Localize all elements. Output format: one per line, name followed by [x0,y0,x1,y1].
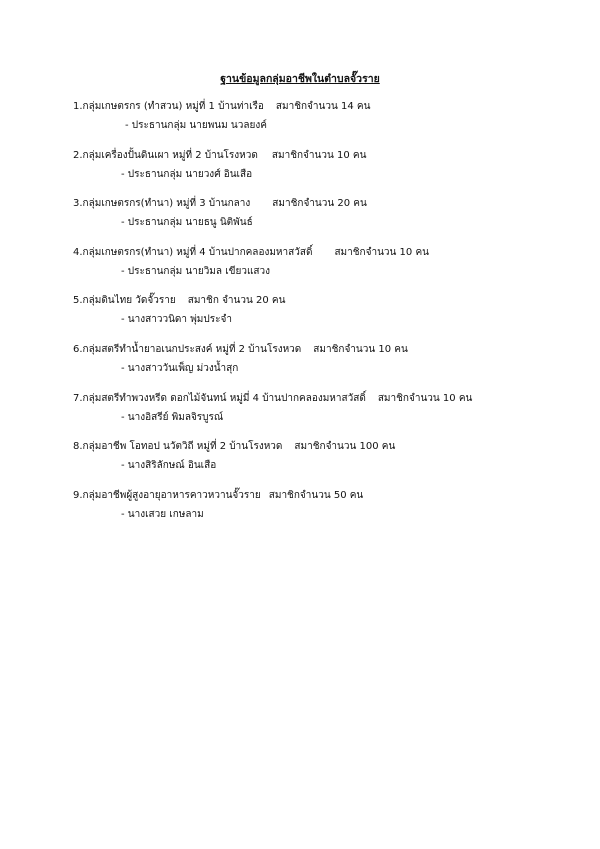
group-list [73,99,573,536]
group-leader: - นางสิริลักษณ์ อินเสือ [121,460,217,472]
document-title: ฐานข้อมูลกลุ่มอาชีพในตำบลจั๊วราย [220,73,380,85]
group-leader: - ประธานกลุ่ม นายวงศ์ อินเสือ [121,168,253,180]
member-count: สมาชิกจำนวน 50 คน [268,489,364,501]
group-name: 4.กลุ่มเกษตรกร(ทำนา) หมู่ที่ 4 บ้านปากคลองมหาสวัสดิ์ [73,246,313,258]
group-line [73,196,573,212]
group-line [73,148,573,164]
group-line [73,293,573,309]
group-entry-4 [73,245,573,294]
group-entry-5 [73,293,573,342]
group-entry-1 [73,99,573,148]
member-count: สมาชิกจำนวน 100 คน [294,441,396,453]
group-name: 1.กลุ่มเกษตรกร (ทำสวน) หมู่ที่ 1 บ้านท่าเรือ [73,101,264,112]
group-entry-7 [73,391,573,440]
group-entry-2 [73,148,573,197]
group-name: 2.กลุ่มเครื่องปั้นดินเผา หมู่ที่ 2 บ้านโรงหวด [73,149,258,161]
group-leader: - นางอิสรีย์ พิมลจิรบูรณ์ [121,411,224,423]
group-name: 7.กลุ่มสตรีทำพวงหรีด ดอกไม้จันทน์ หมู่มี่ 4 บ้านปากคลองมหาสวัสดิ์ [73,392,366,404]
group-name: 6.กลุ่มสตรีทำน้ำยาอเนกประสงค์ หมู่ที่ 2 บ้านโรงหวด [73,343,302,355]
group-leader: - นางสาววันเพ็ญ ม่วงน้ำสุก [121,362,239,374]
member-count: สมาชิกจำนวน 10 คน [334,246,429,258]
group-name: 9.กลุ่มอาชีพผู้สูงอายุอาหารคาวหวานจั๊วราย [73,489,261,501]
group-name: 8.กลุ่มอาชีพ โอทอป นวัตวิถี หมู่ที่ 2 บ้านโรงหวด [73,441,283,453]
group-name: 5.กลุ่มดินไทย วัดจั๊วราย [73,295,176,307]
group-line [73,488,573,504]
group-leader: - ประธานกลุ่ม นายพนม นวลยงค์ [125,120,267,131]
group-entry-9 [73,488,573,537]
member-count: สมาชิกจำนวน 14 คน [275,101,371,112]
member-count: สมาชิกจำนวน 10 คน [377,392,473,404]
member-count: สมาชิก จำนวน 20 คน [187,295,286,307]
group-entry-3 [73,196,573,245]
group-entry-8 [73,439,573,488]
group-name: 3.กลุ่มเกษตรกร(ทำนา) หมู่ที่ 3 บ้านกลาง [73,198,251,210]
group-leader: - นางเสวย เกษลาม [121,508,204,520]
group-leader: - นางสาววนิดา พุ่มประจำ [121,314,232,326]
group-line [73,99,573,115]
group-entry-6 [73,342,573,391]
group-line [73,391,573,407]
member-count: สมาชิกจำนวน 10 คน [313,343,408,355]
group-line [73,342,573,358]
group-line [73,439,573,455]
group-leader: - ประธานกลุ่ม นายวิมล เขียวแสวง [121,265,270,277]
group-line [73,245,573,261]
group-leader: - ประธานกลุ่ม นายธนู นิติพันธ์ [121,217,253,229]
member-count: สมาชิกจำนวน 10 คน [271,149,367,161]
member-count: สมาชิกจำนวน 20 คน [272,198,367,210]
